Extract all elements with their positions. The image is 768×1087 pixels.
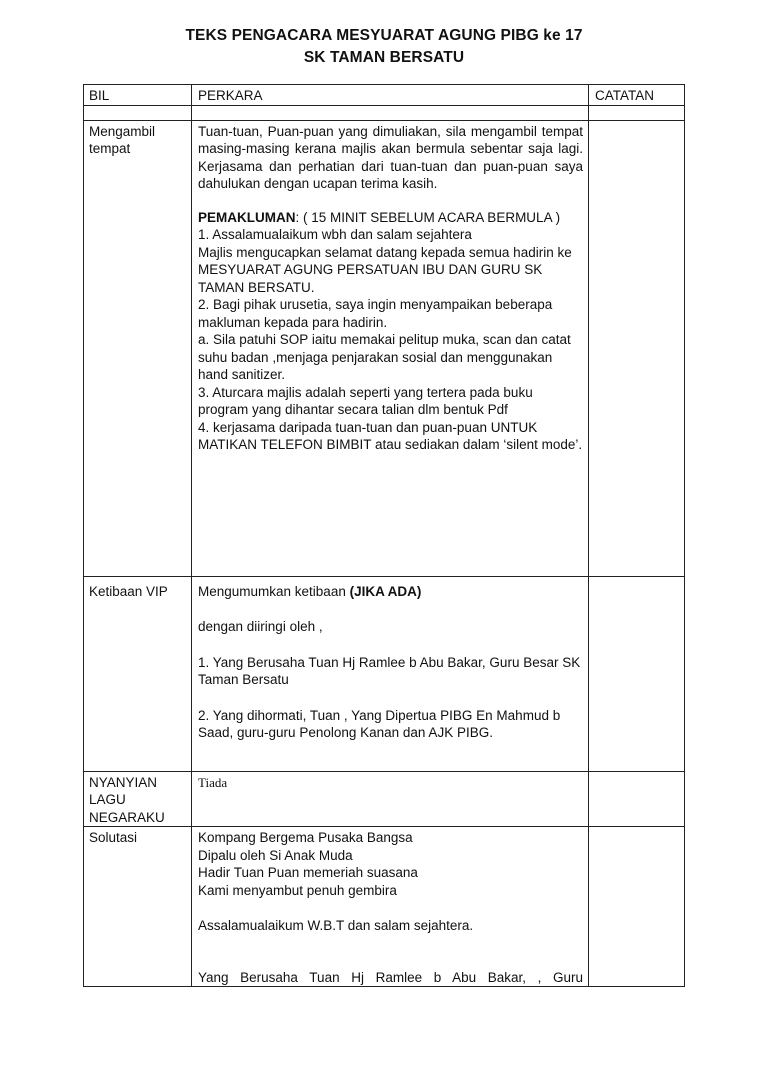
list-item: 2. Bagi pihak urusetia, saya ingin menyampaikan beberapa makluman kepada para hadirin.	[198, 297, 553, 330]
announcement-line: Mengumumkan ketibaan (JIKA ADA)	[198, 583, 422, 599]
jika-ada-note: (JIKA ADA)	[349, 583, 422, 599]
row-catatan	[589, 771, 685, 827]
greeting-line: Assalamualaikum W.B.T dan salam sejahtera.	[198, 918, 474, 933]
pemakluman-label: PEMAKLUMAN	[198, 209, 296, 225]
row-bil-mengambil-tempat: Mengambil tempat	[84, 120, 192, 576]
row-perkara	[192, 120, 589, 576]
pantun-line: Dipalu oleh Si Anak Muda	[198, 847, 353, 863]
table-header-row	[84, 85, 685, 106]
pantun-line: Kompang Bergema Pusaka Bangsa	[198, 830, 413, 845]
table-row	[84, 827, 685, 987]
table-row	[84, 120, 685, 576]
row-bil-solutasi: Solutasi	[84, 827, 192, 987]
header-catatan: CATATAN	[589, 85, 685, 106]
header-perkara: PERKARA	[192, 85, 589, 106]
row-perkara	[192, 576, 589, 771]
accompanied-line: dengan diiringi oleh ,	[198, 619, 323, 634]
row-bil-nyanyian: NYANYIAN LAGU NEGARAKU	[84, 771, 192, 827]
row-catatan	[589, 120, 685, 576]
header-bil: BIL	[84, 85, 192, 106]
address-line: Yang Berusaha Tuan Hj Ramlee b Abu Bakar, , Guru	[198, 969, 583, 985]
list-item: 3. Aturcara majlis adalah seperti yang tertera pada buku program yang dihantar secara talian dlm bentuk Pdf	[198, 384, 533, 417]
table-spacer-row	[84, 105, 685, 120]
pemakluman-note: : ( 15 MINIT SEBELUM ACARA BERMULA )	[295, 209, 561, 225]
document-title: TEKS PENGACARA MESYUARAT AGUNG PIBG ke 17	[185, 27, 583, 44]
agenda-table	[83, 84, 685, 987]
tiada-text: Tiada	[198, 774, 228, 790]
list-item: Majlis mengucapkan selamat datang kepada semua hadirin ke MESYUARAT AGUNG PERSATUAN IBU DAN GURU SK TAMAN BERSATU.	[198, 244, 572, 295]
row-perkara	[192, 771, 589, 827]
list-item: a. Sila patuhi SOP iaitu memakai pelitup muka, scan dan catat suhu badan ,menjaga penjarakan sosial dan menggunakan hand sanitizer.	[198, 332, 571, 382]
list-item: 2. Yang dihormati, Tuan , Yang Dipertua PIBG En Mahmud b Saad, guru-guru Penolong Kanan dan AJK PIBG.	[198, 707, 561, 740]
pemakluman-heading	[198, 209, 583, 227]
list-item: 1. Yang Berusaha Tuan Hj Ramlee b Abu Bakar, Guru Besar SK Taman Bersatu	[198, 654, 581, 687]
row-bil-ketibaan-vip: Ketibaan VIP	[84, 576, 192, 771]
row-perkara	[192, 827, 589, 987]
row-catatan	[589, 827, 685, 987]
document-subtitle: SK TAMAN BERSATU	[303, 49, 465, 66]
intro-text: Tuan-tuan, Puan-puan yang dimuliakan, sila mengambil tempat masing-masing kerana majlis akan bermula sebentar saja lagi. Kerjasama dan perhatian dari tuan-tuan dan puan-puan saya dahulukan dengan ucapan terima kasih.	[198, 123, 583, 191]
pantun-line: Kami menyambut penuh gembira	[198, 882, 397, 898]
row-catatan	[589, 576, 685, 771]
table-row	[84, 771, 685, 827]
pantun-line: Hadir Tuan Puan memeriah suasana	[198, 865, 418, 880]
table-row	[84, 576, 685, 771]
list-item: 1. Assalamualaikum wbh dan salam sejahtera	[198, 227, 472, 242]
list-item: 4. kerjasama daripada tuan-tuan dan puan-puan UNTUK MATIKAN TELEFON BIMBIT atau sediakan dalam ‘silent mode’.	[198, 419, 583, 452]
